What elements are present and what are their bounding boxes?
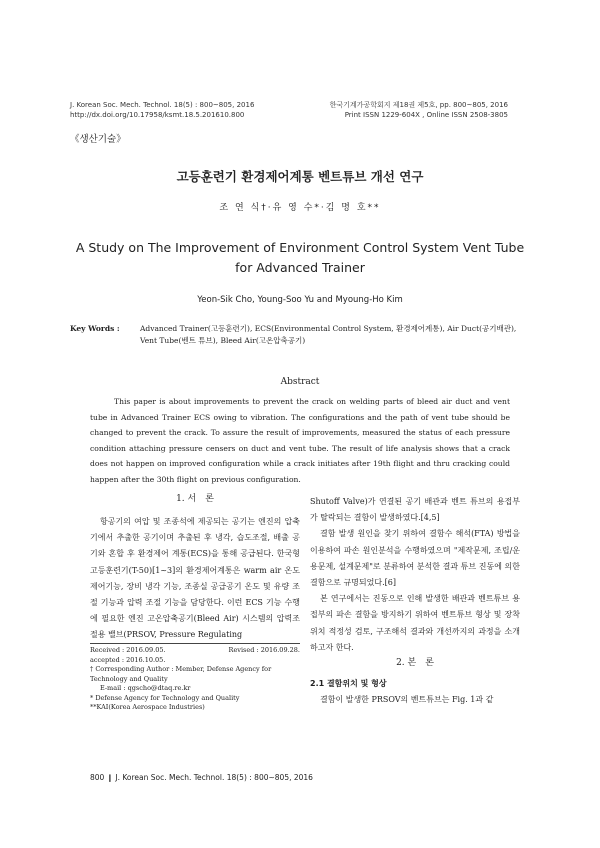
- section-2-heading: 2. 본 론: [396, 658, 434, 668]
- subsection-heading: 2.1 결함위치 및 형상: [310, 679, 387, 688]
- header-left: [70, 100, 254, 120]
- section-1-heading: 1. 서 론: [176, 494, 214, 504]
- abstract-paragraph: This paper is about improvements to prevent the crack on welding parts of bleed air duct and vent tube in Advanced Trainer ECS owing to vibration. The configurations and the path of vent tube should be changed to prevent the crack. To assure the result of improvements, measured the status of each pressure condition attaching pressure censers on duct and vent tube. The result of life analysis shows that a crack does not happen on improved configuration while a crack initiates after 19th flight and thru cracking could happen after the 30th flight on previous configuration.: [90, 397, 510, 484]
- abstract-body: [90, 394, 510, 484]
- issn-line: Print ISSN 1229-604X , Online ISSN 2508-3805: [344, 111, 508, 119]
- left-column: [90, 514, 300, 642]
- section-2-body: [310, 692, 520, 708]
- keywords: [70, 323, 530, 347]
- paper-title-en: A Study on The Improvement of Environment Control System Vent Tube for Advanced Trainer: [75, 240, 525, 275]
- doi-link[interactable]: http://dx.doi.org/10.17958/ksmt.18.5.201610.800: [70, 111, 245, 119]
- affiliation-2: **KAI(Korea Aerospace Industries): [90, 703, 205, 711]
- authors-en: Yeon-Sik Cho, Young-Soo Yu and Myoung-Ho Kim: [197, 295, 403, 305]
- corresponding-author: † Corresponding Author : Member, Defense Agency for Technology and Quality: [90, 665, 272, 683]
- right-paragraph-3: 본 연구에서는 진동으로 인해 발생한 배관과 벤트튜브 용접부의 파손 결함을 방지하기 위하여 벤트튜브 형상 및 장착 위치 적정성 검토, 구조해석 결과와 개선까지의 과정을 소개하고자 한다.: [310, 594, 520, 652]
- affiliation-1: * Defense Agency for Technology and Quality: [90, 693, 240, 702]
- keywords-label: Key Words :: [70, 324, 120, 333]
- received-date: Received : 2016.09.05.: [90, 646, 166, 654]
- authors-ko: 조 연 식†·유 영 수*·김 명 호**: [219, 203, 381, 213]
- abstract-title: Abstract: [280, 377, 320, 387]
- author-email[interactable]: E-mail : qgscho@dtaq.re.kr: [100, 684, 191, 692]
- right-column: [310, 494, 520, 656]
- section-2-paragraph: 결함이 발생한 PRSOV의 벤트튜브는 Fig. 1과 같: [320, 695, 494, 704]
- footnote-rule: [90, 643, 300, 644]
- journal-citation-ko: 한국기계가공학회지 제18권 제5호, pp. 800~805, 2016: [329, 101, 508, 109]
- accepted-date: accepted : 2016.10.05.: [90, 655, 166, 664]
- section-tag: 《생산기술》: [70, 134, 126, 145]
- dates-row: [90, 646, 300, 656]
- right-paragraph-1: Shutoff Valve)가 연결된 공기 배관과 벤트 튜브의 용접부가 탈락되는 결함이 발생하였다.[4,5]: [310, 497, 520, 523]
- journal-citation: J. Korean Soc. Mech. Technol. 18(5) : 800~805, 2016: [70, 101, 255, 109]
- right-paragraph-2: 결함 발생 원인을 찾기 위하여 결함수 해석(FTA) 방법을 이용하여 파손 원인분석을 수행하였으며 "제작문제, 조립/운용문제, 설계문제"로 분류하여 분석한 결과 튜브 진동에 의한 결함으로 규명되었다.[6]: [310, 529, 520, 588]
- page-footer: 800 ❙ J. Korean Soc. Mech. Technol. 18(5) : 800~805, 2016: [90, 773, 313, 782]
- revised-date: Revised : 2016.09.28.: [228, 646, 300, 654]
- header-right: [330, 100, 508, 120]
- keywords-text: Advanced Trainer(고등훈련기), ECS(Environmental Control System, 환경제어계통), Air Duct(공기배관), Vent Tube(벤트 튜브), Bleed Air(고온압축공기): [140, 324, 517, 345]
- paper-title-ko: 고등훈련기 환경제어계통 벤트튜브 개선 연구: [176, 169, 424, 184]
- intro-paragraph: 항공기의 여압 및 조종석에 제공되는 공기는 엔진의 압축기에서 추출한 공기이며 추출된 후 냉각, 습도조절, 배출 공기와 혼합 후 환경제어 계통(ECS)을 통해 공급된다. 한국형 고등훈련기(T-50)[1~3]의 환경제어계통은 warm air 온도 제어기능, 장비 냉각 기능, 조종실 공급공기 온도 및 유량 조절 기능과 압력 조절 기능을 담당한다. 이런 ECS 기능 수행에 필요한 엔진 고온압축공기(Bleed Air) 시스템의 압력조절용 밸브(PRSOV, Pressure Regulating: [90, 517, 300, 640]
- footnotes: [90, 646, 300, 713]
